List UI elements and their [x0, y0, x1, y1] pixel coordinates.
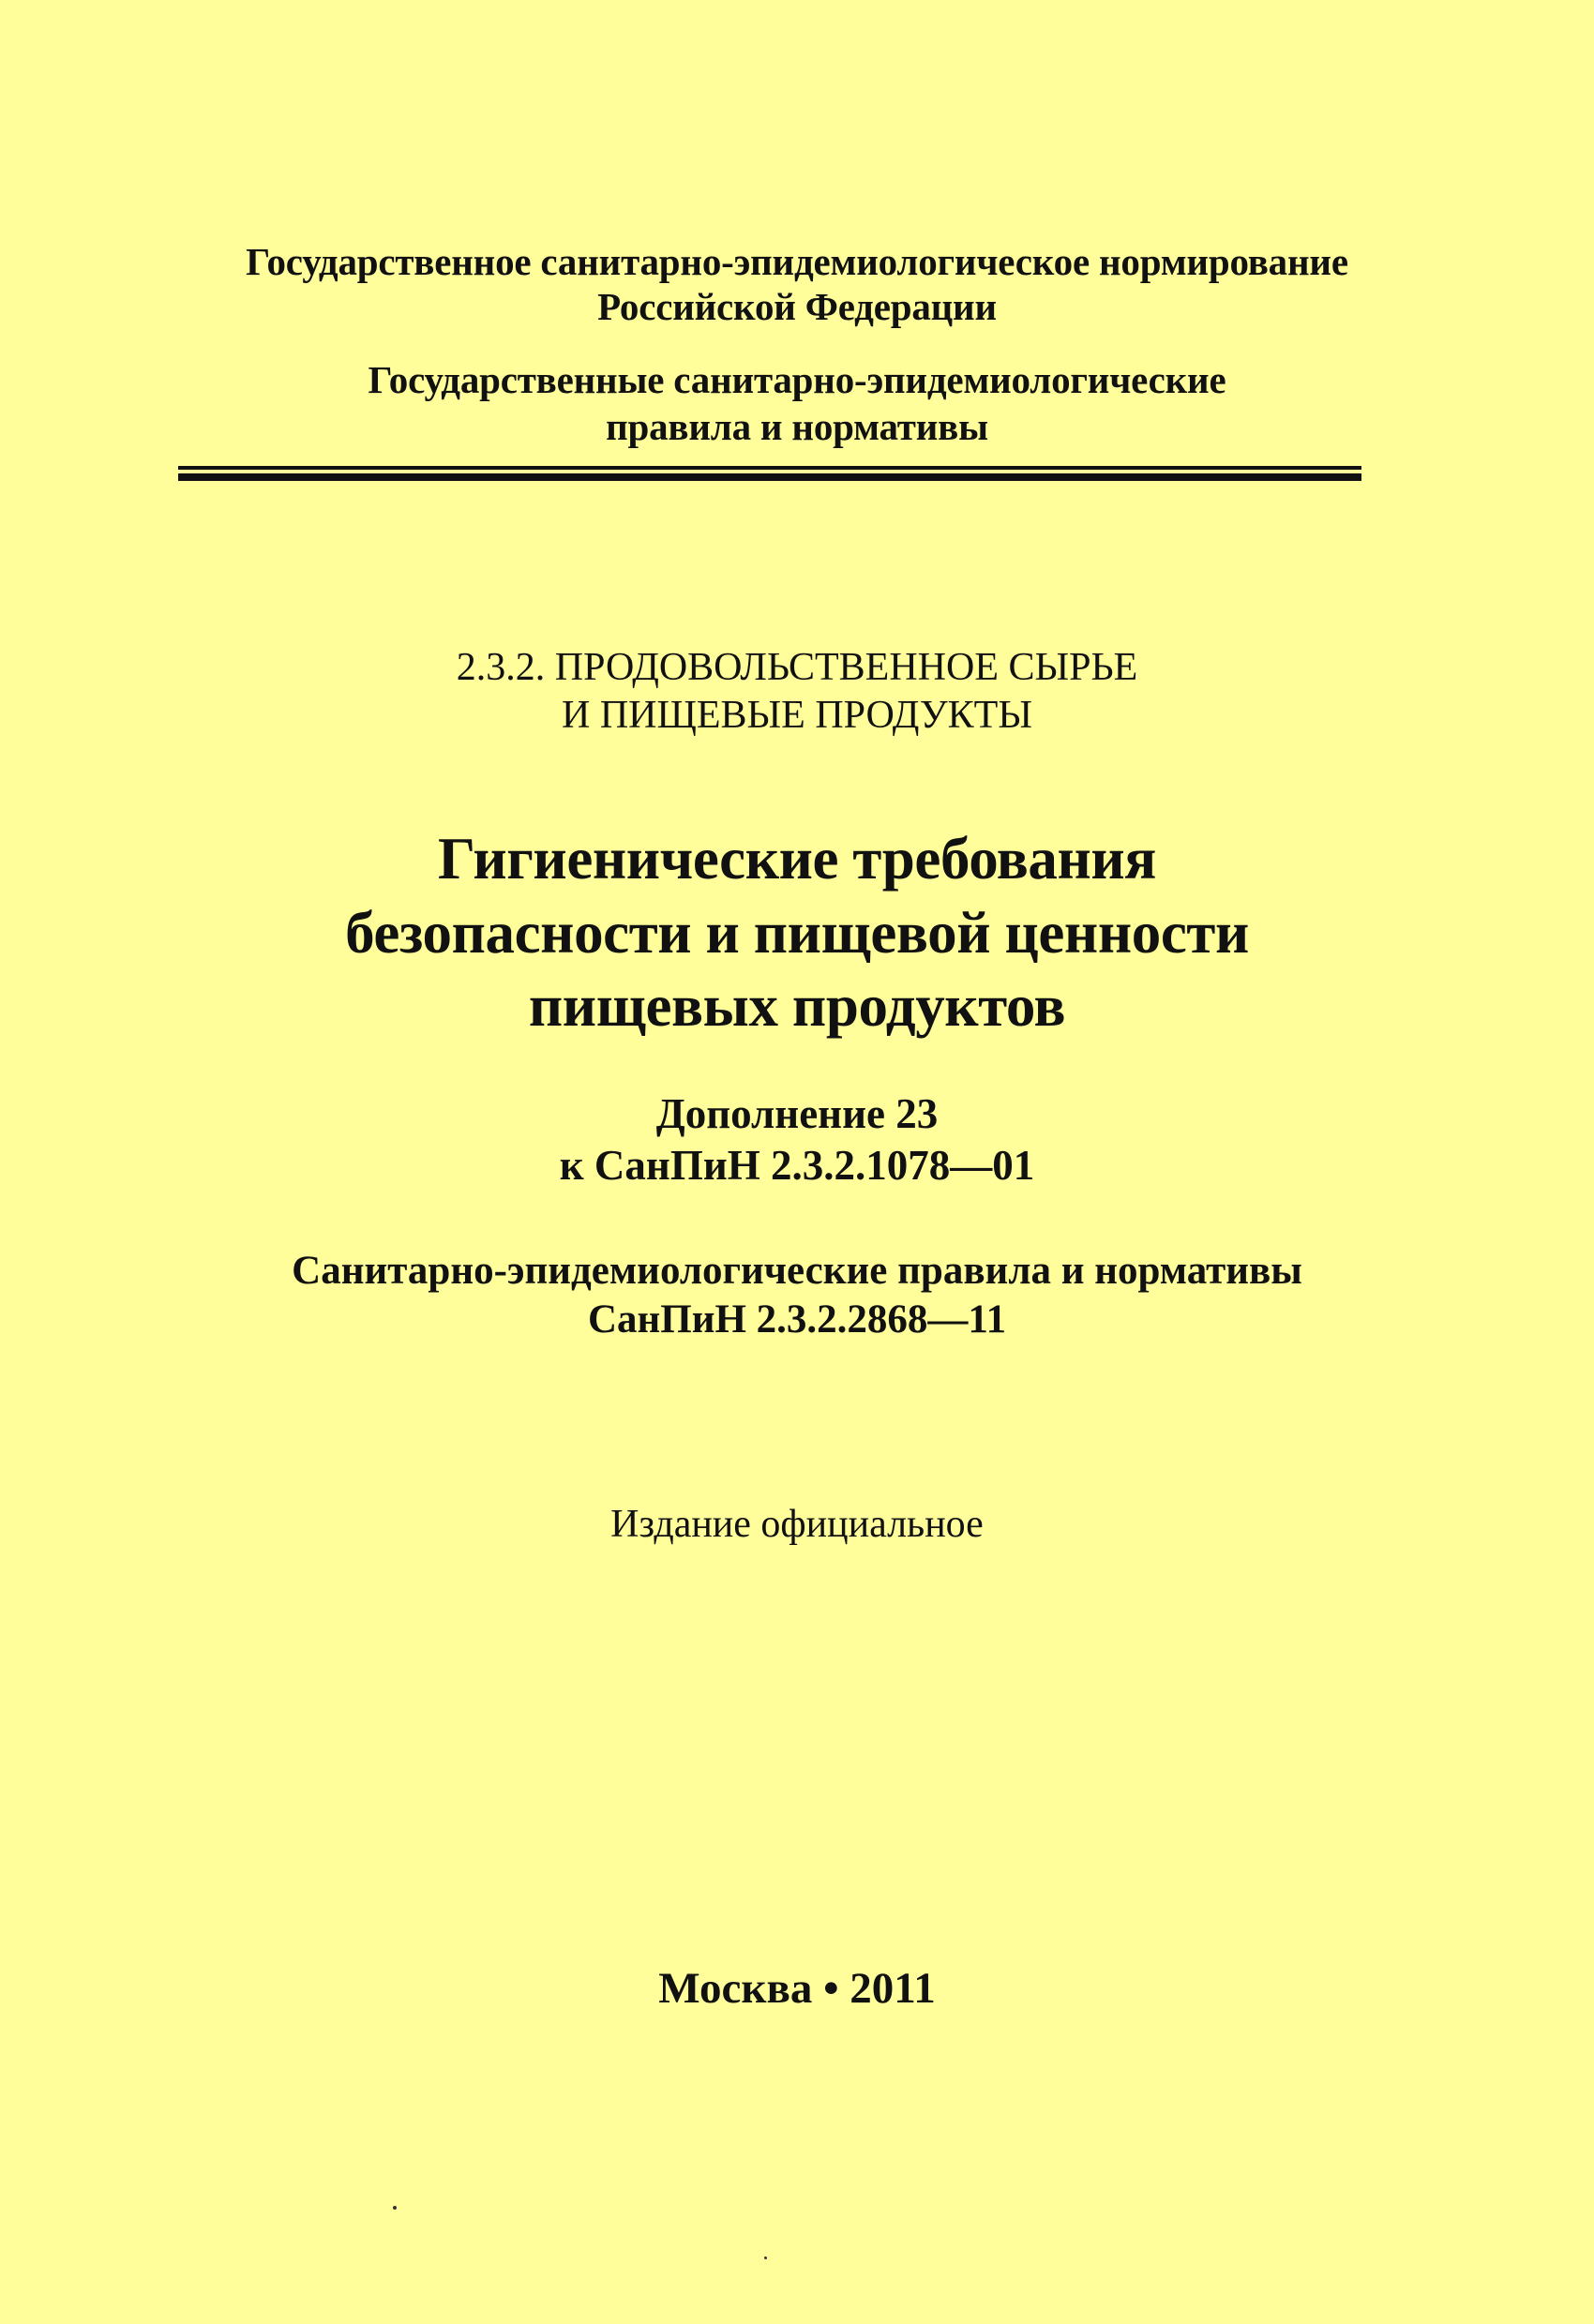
issuer-line-2: Российской Федерации [597, 285, 997, 328]
section-line-2: И ПИЩЕВЫЕ ПРОДУКТЫ [562, 694, 1032, 737]
edition-label: Издание официальное [610, 1503, 984, 1546]
section-line-1: 2.3.2. ПРОДОВОЛЬСТВЕННОЕ СЫРЬЕ [456, 646, 1138, 689]
title-line-2: безопасности и пищевой ценности [345, 900, 1249, 966]
header-rule-top [178, 466, 1361, 470]
series-line-2: правила и нормативы [606, 405, 988, 448]
title-line-1: Гигиенические требования [438, 826, 1156, 892]
supplement-line-2: к СанПиН 2.3.2.1078—01 [559, 1142, 1035, 1189]
sanpin-line-1: Санитарно-эпидемиологические правила и нормативы [292, 1249, 1302, 1293]
title-line-3: пищевых продуктов [528, 973, 1066, 1039]
scan-speck [393, 2206, 397, 2210]
sanpin-line-2: СанПиН 2.3.2.2868—11 [587, 1297, 1007, 1342]
supplement-line-1: Дополнение 23 [655, 1090, 939, 1137]
issuer-line-1: Государственное санитарно-эпидемиологическое нормирование [246, 240, 1348, 283]
publication-city-year: Москва • 2011 [658, 1964, 936, 2013]
header-rule-bottom [178, 473, 1361, 481]
series-line-1: Государственные санитарно-эпидемиологические [368, 358, 1226, 401]
scan-speck [764, 2257, 767, 2259]
